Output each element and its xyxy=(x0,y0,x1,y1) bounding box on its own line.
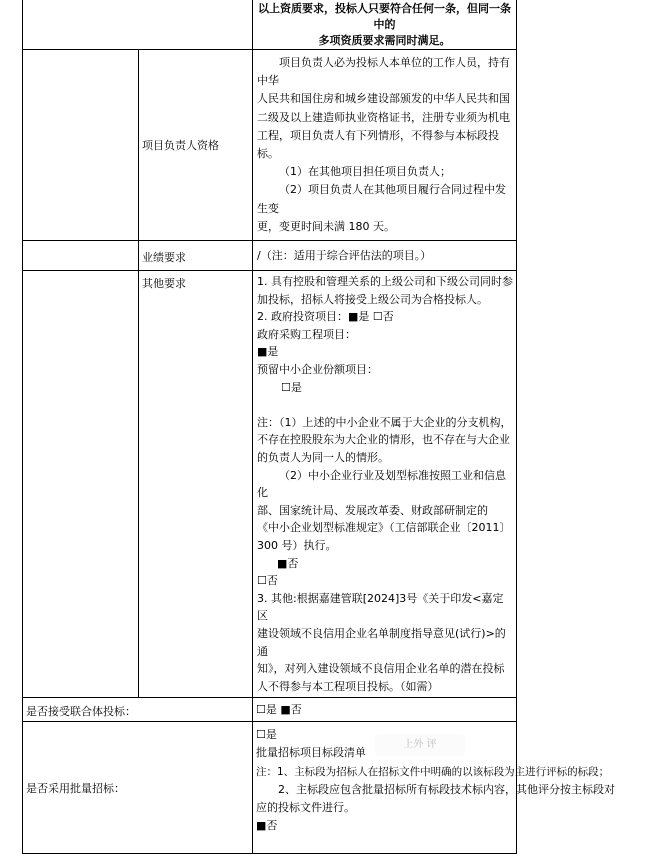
manager-line-8: 更，变更时间未满 180 天。 xyxy=(257,219,395,233)
other-line-18: 3. 其他:根据嘉建管联[2024]3号《关于印发<嘉定区 xyxy=(257,591,504,623)
performance-label: 业绩要求 xyxy=(142,251,186,265)
consortium-label-cell xyxy=(23,698,253,722)
batch-line-2: 批量招标项目标段清单 xyxy=(256,746,366,760)
manager-line-1: 项目负责人必为投标人本单位的工作人员，持有中华 xyxy=(257,56,510,88)
other-line-17: ☐否 xyxy=(257,574,278,588)
batch-line-6: ■否 xyxy=(256,819,278,833)
manager-content-cell xyxy=(253,50,517,241)
requirements-table xyxy=(22,0,615,854)
consortium-label: 是否接受联合体投标： xyxy=(26,705,136,719)
manager-line-2: 人民共和国住房和城乡建设部颁发的中华人民共和国 xyxy=(257,92,510,106)
other-line-5: ■是 xyxy=(257,345,279,359)
batch-line-4: 2、主标段应包含批量招标所有标段技术标内容，其他评分按主标段对 xyxy=(278,782,615,796)
top-note-line1: 以上资质要求，投标人只要符合任何一条，但同一条中的 xyxy=(258,2,511,31)
other-line-16: ■否 xyxy=(277,556,299,570)
other-content-cell xyxy=(253,271,517,698)
other-label: 其他要求 xyxy=(142,277,186,291)
performance-spacer-cell xyxy=(23,241,139,271)
consortium-content-cell xyxy=(253,698,517,722)
other-line-2: 加投标，招标人将接受上级公司为合格投标人。 xyxy=(257,292,488,306)
batch-line-3: 注：1、主标段为招标人在招标文件中明确的以该标段为主进行评标的标段； xyxy=(256,765,610,778)
consortium-row xyxy=(23,698,517,722)
consortium-value: ☐是 ■否 xyxy=(256,703,302,717)
other-label-cell xyxy=(139,271,253,698)
other-line-10: 不存在控股股东为大企业的情形，也不存在与大企业 xyxy=(257,433,510,447)
performance-content-cell xyxy=(253,241,517,271)
manager-line-6: （1）在其他项目担任项目负责人； xyxy=(279,165,451,179)
manager-line-3: 二级及以上建造师执业资格证书，注册专业须为机电 xyxy=(257,110,510,124)
performance-row xyxy=(23,241,517,271)
watermark: 上外 评 xyxy=(375,734,465,756)
other-line-8 xyxy=(257,396,513,414)
other-line-19: 建设领域不良信用企业名单制度指导意见(试行)>的通 xyxy=(257,626,506,658)
batch-line-5: 应的投标文件进行。 xyxy=(256,801,355,815)
batch-line-1: ☐是 xyxy=(256,728,277,742)
other-spacer-cell xyxy=(23,271,139,698)
manager-label-cell xyxy=(139,50,253,241)
other-line-15: 300 号）执行。 xyxy=(257,538,337,552)
other-line-6: 预留中小企业份额项目： xyxy=(257,363,378,376)
other-line-3: 2. 政府投资项目：■是 ☐否 xyxy=(257,310,394,324)
performance-text: /（注：适用于综合评估法的项目。） xyxy=(257,249,432,263)
top-note-line2: 多项资质要求需同时满足。 xyxy=(318,34,451,47)
manager-line-4: 工程，项目负责人有下列情形，不得参与本标段投 xyxy=(257,128,499,142)
other-line-4: 政府采购工程项目： xyxy=(257,327,356,341)
other-line-14: 《中小企业划型标准规定》（工信部联企业〔2011〕 xyxy=(257,521,511,535)
other-row xyxy=(23,271,517,698)
performance-label-cell xyxy=(139,241,253,271)
top-note-cell xyxy=(253,0,517,50)
batch-label-cell xyxy=(23,722,253,854)
other-line-11: 的负责人为同一人的情形。 xyxy=(257,450,389,464)
top-note-row xyxy=(23,0,517,50)
other-line-9: 注：（1）上述的中小企业不属于大企业的分支机构， xyxy=(257,415,512,429)
manager-line-5: 标。 xyxy=(257,147,279,161)
other-line-7: ☐是 xyxy=(281,380,302,394)
top-note-left-cell xyxy=(23,0,253,50)
manager-spacer-cell xyxy=(23,50,139,241)
manager-label: 项目负责人资格 xyxy=(142,139,219,153)
other-line-12: （2）中小企业行业及划型标准按照工业和信息化 xyxy=(257,468,506,500)
other-line-21: 人不得参与本工程项目投标。（如需） xyxy=(257,679,439,693)
other-line-1: 1. 具有控股和管理关系的上级公司和下级公司同时参 xyxy=(257,275,513,289)
other-line-13: 部、国家统计局、发展改革委、财政部研制定的 xyxy=(257,503,488,517)
other-line-20: 知》，对列入建设领域不良信用企业名单的潜在投标 xyxy=(257,662,505,676)
batch-label: 是否采用批量招标： xyxy=(26,781,125,795)
manager-row xyxy=(23,50,517,241)
manager-line-7: （2）项目负责人在其他项目履行合同过程中发生变 xyxy=(257,183,506,215)
